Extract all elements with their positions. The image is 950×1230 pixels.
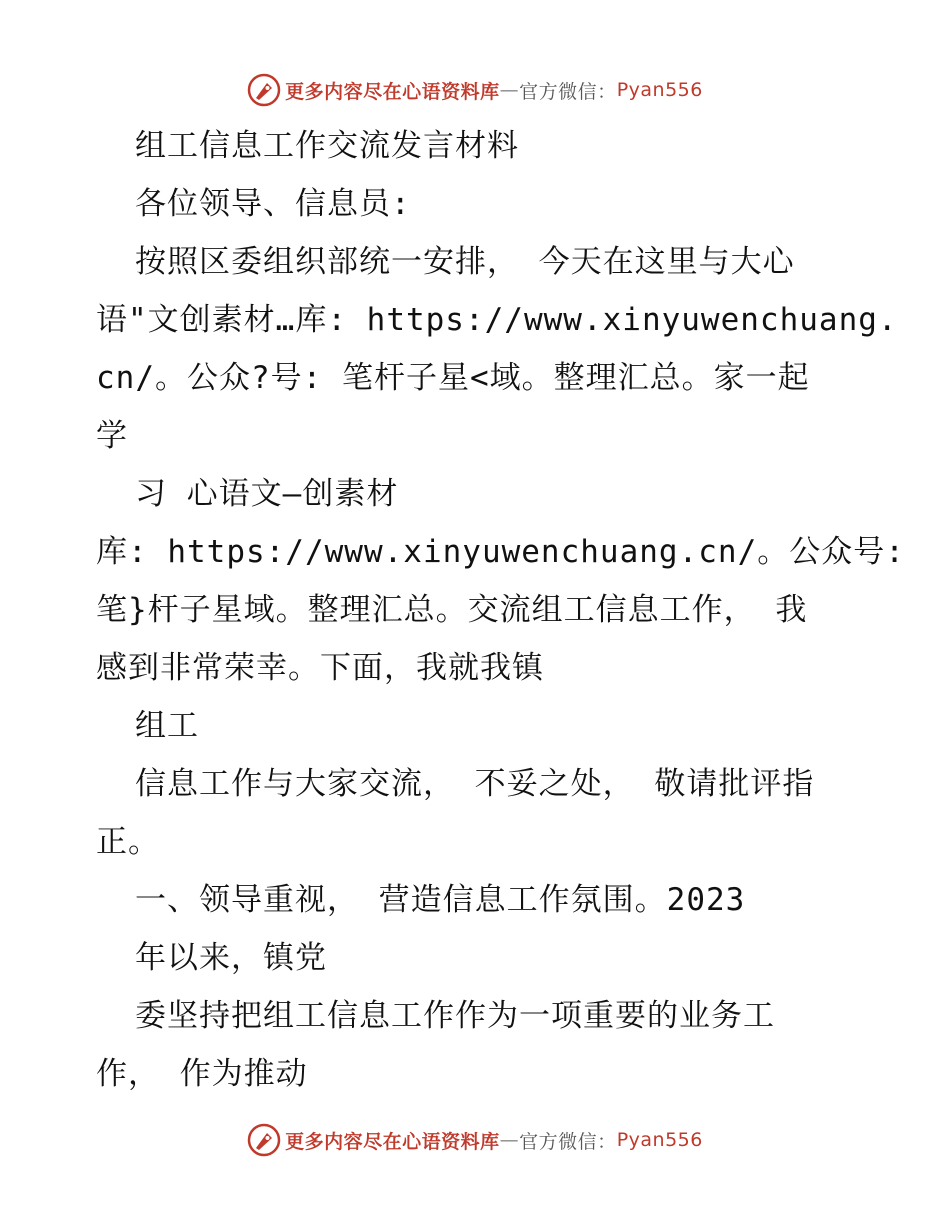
paragraph-line: 年以来，镇党 — [135, 940, 327, 976]
document-title: 组工信息工作交流发言材料 — [135, 128, 519, 164]
banner-separator: — — [499, 79, 520, 101]
banner-wechat-id: Pyan556 — [616, 79, 703, 101]
pen-nib-logo-icon — [247, 73, 281, 107]
banner-wechat-label: 官方微信： — [519, 80, 617, 103]
section-heading: 一、领导重视， 营造信息工作氛围。2023 — [135, 882, 746, 918]
paragraph-line: 信息工作与大家交流， 不妥之处， 敬请批评指 — [135, 766, 815, 802]
paragraph-line: cn/。公众?号: 笔杆子星<域。整理汇总。家一起 — [96, 360, 810, 396]
paragraph-line: 组工 — [135, 708, 199, 744]
paragraph-line: 委坚持把组工信息工作作为一项重要的业务工 — [135, 998, 775, 1034]
banner-wechat-id: Pyan556 — [616, 1129, 703, 1151]
banner-brand-text: 更多内容尽在心语资料库 — [285, 1130, 500, 1153]
paragraph-line: 习 心语文—创素材 — [135, 476, 399, 512]
paragraph-line: 正。 — [96, 824, 160, 860]
banner-wechat-label: 官方微信： — [519, 1130, 617, 1153]
paragraph-line: 感到非常荣幸。下面，我就我镇 — [96, 650, 544, 686]
paragraph-line: 作， 作为推动 — [96, 1056, 308, 1092]
pen-nib-logo-icon — [247, 1123, 281, 1157]
banner-separator: — — [499, 1129, 520, 1151]
document-body — [0, 117, 950, 1103]
footer-watermark-banner — [0, 1120, 950, 1160]
paragraph-line: 语"文创素材…库: https://www.xinyuwenchuang. — [96, 302, 898, 338]
header-watermark-banner — [0, 70, 950, 110]
paragraph-line: 按照区委组织部统一安排， 今天在这里与大心 — [135, 244, 795, 280]
salutation: 各位领导、信息员: — [135, 186, 411, 222]
paragraph-line: 笔}杆子星域。整理汇总。交流组工信息工作， 我 — [96, 592, 808, 628]
banner-brand-text: 更多内容尽在心语资料库 — [285, 80, 500, 103]
paragraph-line: 学 — [96, 418, 128, 454]
paragraph-line: 库: https://www.xinyuwenchuang.cn/。公众号: — [96, 534, 905, 570]
